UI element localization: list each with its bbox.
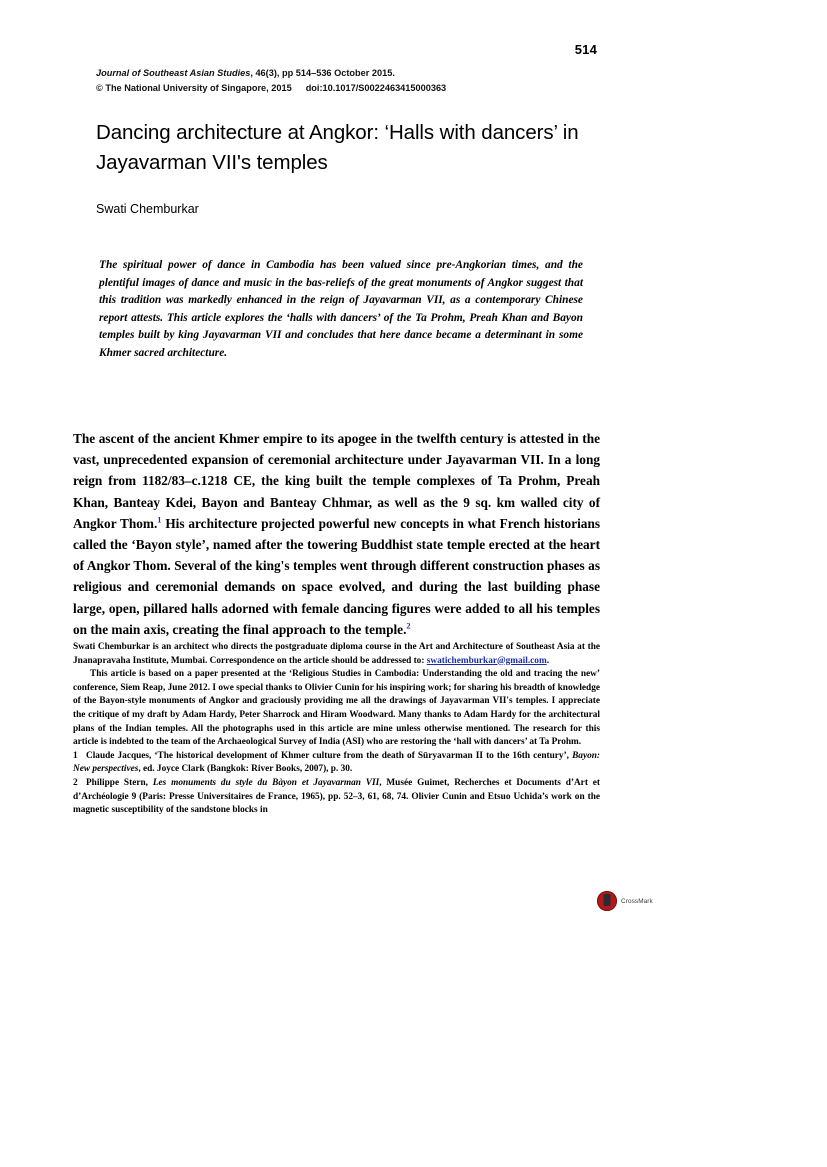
footnote-2-text-a: Philippe Stern, [86, 777, 153, 788]
body-paragraph-part-2: His architecture projected powerful new concepts in what French historians called the ‘Bayon style’, named after the towering Buddhist state temple erected at the heart of Angkor Thom. Several of the king's temples went through different construction phases as religious and ceremonial demands on space evolved, and during the last building phase large, open, pillared halls adorned with female dancing figures were added to all his temples on the main axis, creating the final approach to the temple. [73, 515, 601, 637]
crossmark-label: CrossMark [621, 897, 653, 905]
journal-imprint [96, 66, 616, 95]
copyright-text: The National University of Singapore, 2015 [102, 83, 292, 93]
copyright-icon: © [96, 83, 103, 93]
footnote-2-title: Les monuments du style du Bàyon et Jayavarman VII [152, 777, 380, 788]
footnote-1-text-a: Claude Jacques, ‘The historical development of Khmer culture from the death of Sūryavarman II to the 16th century’, [86, 750, 573, 761]
body-paragraph-part-1: The ascent of the ancient Khmer empire to its apogee in the twelfth century is attested in the vast, unprecedented expansion of ceremonial architecture under Jayavarman VII. In a long reign from 1182/83–c.1218 CE, the king built the temple complexes of Ta Prohm, Preah Khan, Banteay Kdei, Bayon and Banteay Chhmar, as well as the 9 sq. km walled city of Angkor Thom. [73, 431, 600, 531]
author-note-text: Swati Chemburkar is an architect who directs the postgraduate diploma course in the Art and Architecture of Southeast Asia at the Jnanapravaha Institute, Mumbai. Correspondence on the article should be addressed to: [73, 642, 600, 666]
crossmark-badge[interactable] [597, 888, 651, 914]
author-email-link[interactable]: swatichemburkar@gmail.com [426, 655, 547, 666]
title-block [96, 118, 656, 216]
footnote-1-text-b: , ed. Joyce Clark (Bangkok: River Books, 2007), p. 30. [138, 764, 353, 775]
footnote-1-number: 1 [73, 750, 78, 761]
footnotes-block [73, 641, 600, 818]
doi-text[interactable]: doi:10.1017/S0022463415000363 [305, 83, 447, 93]
acknowledgement-note: This article is based on a paper presented at the ‘Religious Studies in Cambodia: Understanding the old and tracing the new’ conference, Siem Reap, June 2012. I owe special thanks to Olivier Cunin for his inspiring work; for sharing his breadth of knowledge of the Bayon-style monuments of Angkor and graciously providing me all the drawings of Jayavarman VII's temples. I appreciate the critique of my draft by Adam Hardy, Peter Sharrock and Hiram Woodward. Many thanks to Adam Hardy for the architectural plans of the Indian temples. All the photographs used in this article are mine unless otherwise mentioned. The research for this article is indebted to the team of the Archaeological Survey of India (ASI) who are restoring the ‘hall with dancers’ at Ta Prohm. [73, 669, 600, 748]
author-note [73, 641, 600, 668]
footnote-2-text-b: , Musée Guimet, Recherches et Documents d’Art et d’Archéologie 9 (Paris: Presse Universitaires de France, 1965), pp. 52–3, 61, 68, 74. Olivier Cunin and Etsuo Uchida’s work on the magnetic susceptibility of the sandstone blocks in [73, 777, 600, 816]
page-title: Dancing architecture at Angkor: ‘Halls with dancers’ in Jayavarman VII's temples [96, 121, 579, 174]
imprint-citation-line [96, 66, 616, 80]
author-name: Swati Chemburkar [96, 202, 199, 216]
footnote-1-title: Bayon: New perspectives [73, 750, 600, 775]
footnote-2-number: 2 [73, 777, 78, 788]
author-note-period: . [546, 655, 550, 666]
footnote-ref-2[interactable]: 2 [406, 621, 411, 631]
crossmark-icon [597, 891, 617, 911]
body-text [73, 428, 600, 640]
imprint-copyright-line [96, 81, 616, 95]
abstract: The spiritual power of dance in Cambodia has been valued since pre-Angkorian times, and the plentiful images of dance and music in the bas-reliefs of the great monuments of Angkor suggest that this tradition was markedly enhanced in the reign of Jayavarman VII, as a contemporary Chinese report attests. This article explores the ‘halls with dancers’ of the Ta Prohm, Preah Khan and Bayon temples built by king Jayavarman VII and concludes that here dance became a determinant in some Khmer sacred architecture. [99, 259, 583, 359]
journal-citation: , 46(3), pp 514–536 October 2015. [250, 68, 395, 78]
footnote-1 [73, 750, 600, 777]
footnote-ref-1[interactable]: 1 [157, 515, 162, 525]
footnote-2 [73, 777, 600, 818]
journal-title: Journal of Southeast Asian Studies [96, 68, 251, 78]
page-number: 514 [574, 42, 597, 57]
